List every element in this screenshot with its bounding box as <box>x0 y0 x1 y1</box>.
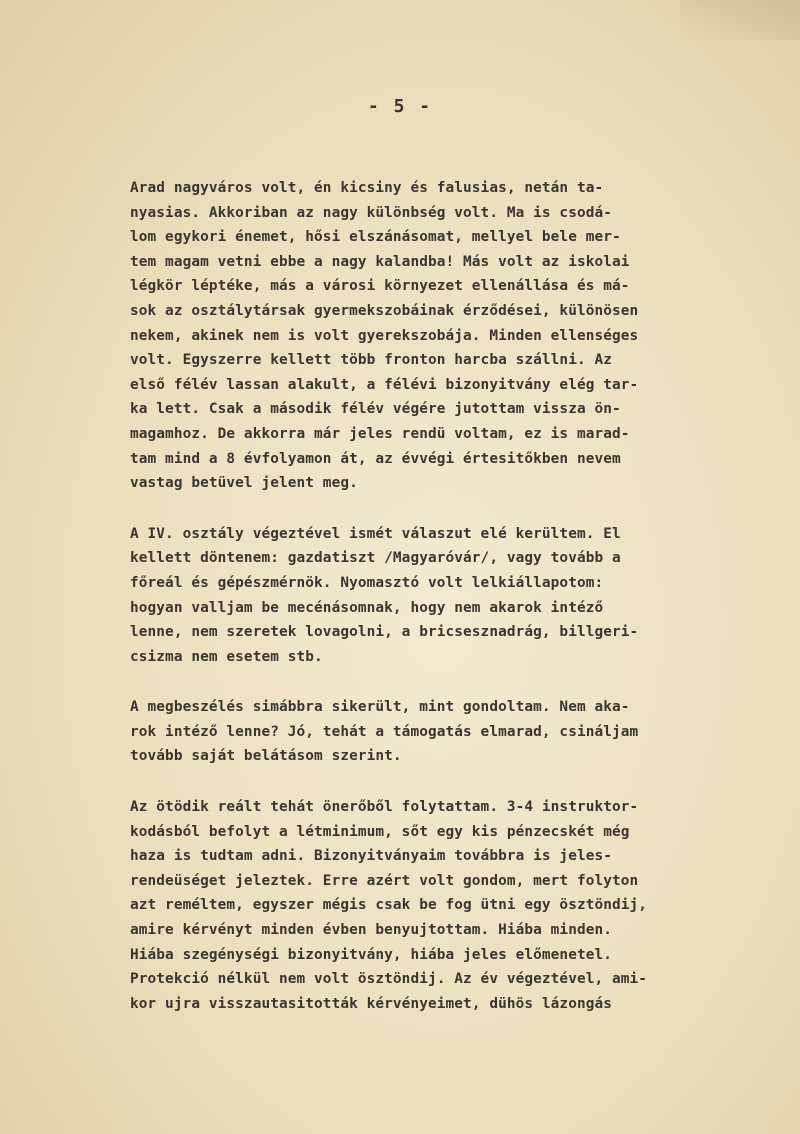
text-line: haza is tudtam adni. Bizonyitványaim továbbra is jeles- <box>130 848 613 865</box>
text-line: Protekció nélkül nem volt ösztöndij. Az év végeztével, ami- <box>130 971 648 988</box>
text-line: sok az osztálytársak gyermekszobáinak érződései, különösen <box>130 302 639 319</box>
paper-stain <box>680 0 800 40</box>
paragraph-3 <box>130 695 740 769</box>
text-line: nekem, akinek nem is volt gyerekszobája. Minden ellenséges <box>130 327 639 344</box>
body-text <box>130 176 740 1042</box>
text-line: tem magam vetni ebbe a nagy kalandba! Más volt az iskolai <box>130 253 630 270</box>
text-line: főreál és gépészmérnök. Nyomasztó volt lelkiállapotom: <box>130 574 604 591</box>
text-line: kor ujra visszautasitották kérvényeimet, dühös lázongás <box>130 995 613 1012</box>
text-line: tovább saját belátásom szerint. <box>130 748 402 765</box>
text-line: A megbeszélés simábbra sikerült, mint gondoltam. Nem aka- <box>130 699 630 716</box>
text-line: vastag betüvel jelent meg. <box>130 475 358 492</box>
text-line: azt reméltem, egyszer mégis csak be fog ütni egy ösztöndij, <box>130 897 648 914</box>
text-line: kellett döntenem: gazdatiszt /Magyaróvár/, vagy tovább a <box>130 550 621 567</box>
paragraph-4 <box>130 795 740 1016</box>
text-line: rendeüséget jeleztek. Erre azért volt gondom, mert folyton <box>130 872 639 889</box>
text-line: rok intéző lenne? Jó, tehát a támogatás elmarad, csináljam <box>130 723 639 740</box>
text-line: hogyan valljam be mecénásomnak, hogy nem akarok intéző <box>130 599 604 616</box>
paragraph-2 <box>130 522 740 670</box>
text-line: kodásból befolyt a létminimum, sőt egy kis pénzecskét még <box>130 823 630 840</box>
text-line: amire kérvényt minden évben benyujtottam. Hiába minden. <box>130 922 613 939</box>
text-line: Arad nagyváros volt, én kicsiny és falusias, netán ta- <box>130 180 604 196</box>
page-number: - 5 - <box>367 96 433 117</box>
text-line: csizma nem esetem stb. <box>130 648 323 665</box>
text-line: ka lett. Csak a második félév végére jutottam vissza ön- <box>130 401 621 418</box>
text-line: első félév lassan alakult, a félévi bizonyitvány elég tar- <box>130 376 639 393</box>
text-line: Hiába szegénységi bizonyitvány, hiába jeles előmenetel. <box>130 946 613 963</box>
text-line: magamhoz. De akkorra már jeles rendü voltam, ez is marad- <box>130 425 630 442</box>
paragraph-1 <box>130 176 740 496</box>
text-line: lom egykori énemet, hősi elszánásomat, mellyel bele mer- <box>130 229 621 246</box>
text-line: Az ötödik reált tehát önerőből folytattam. 3-4 instruktor- <box>130 799 639 816</box>
text-line: légkör léptéke, más a városi környezet ellenállása és má- <box>130 278 630 295</box>
text-line: nyasias. Akkoriban az nagy különbség volt. Ma is csodá- <box>130 204 613 221</box>
text-line: A IV. osztály végeztével ismét válaszut elé kerültem. El <box>130 525 621 542</box>
text-line: volt. Egyszerre kellett több fronton harcba szállni. Az <box>130 352 613 369</box>
text-line: tam mind a 8 évfolyamon át, az évvégi értesitőkben nevem <box>130 450 621 467</box>
text-line: lenne, nem szeretek lovagolni, a bricsesznadrág, billgeri- <box>130 624 639 641</box>
